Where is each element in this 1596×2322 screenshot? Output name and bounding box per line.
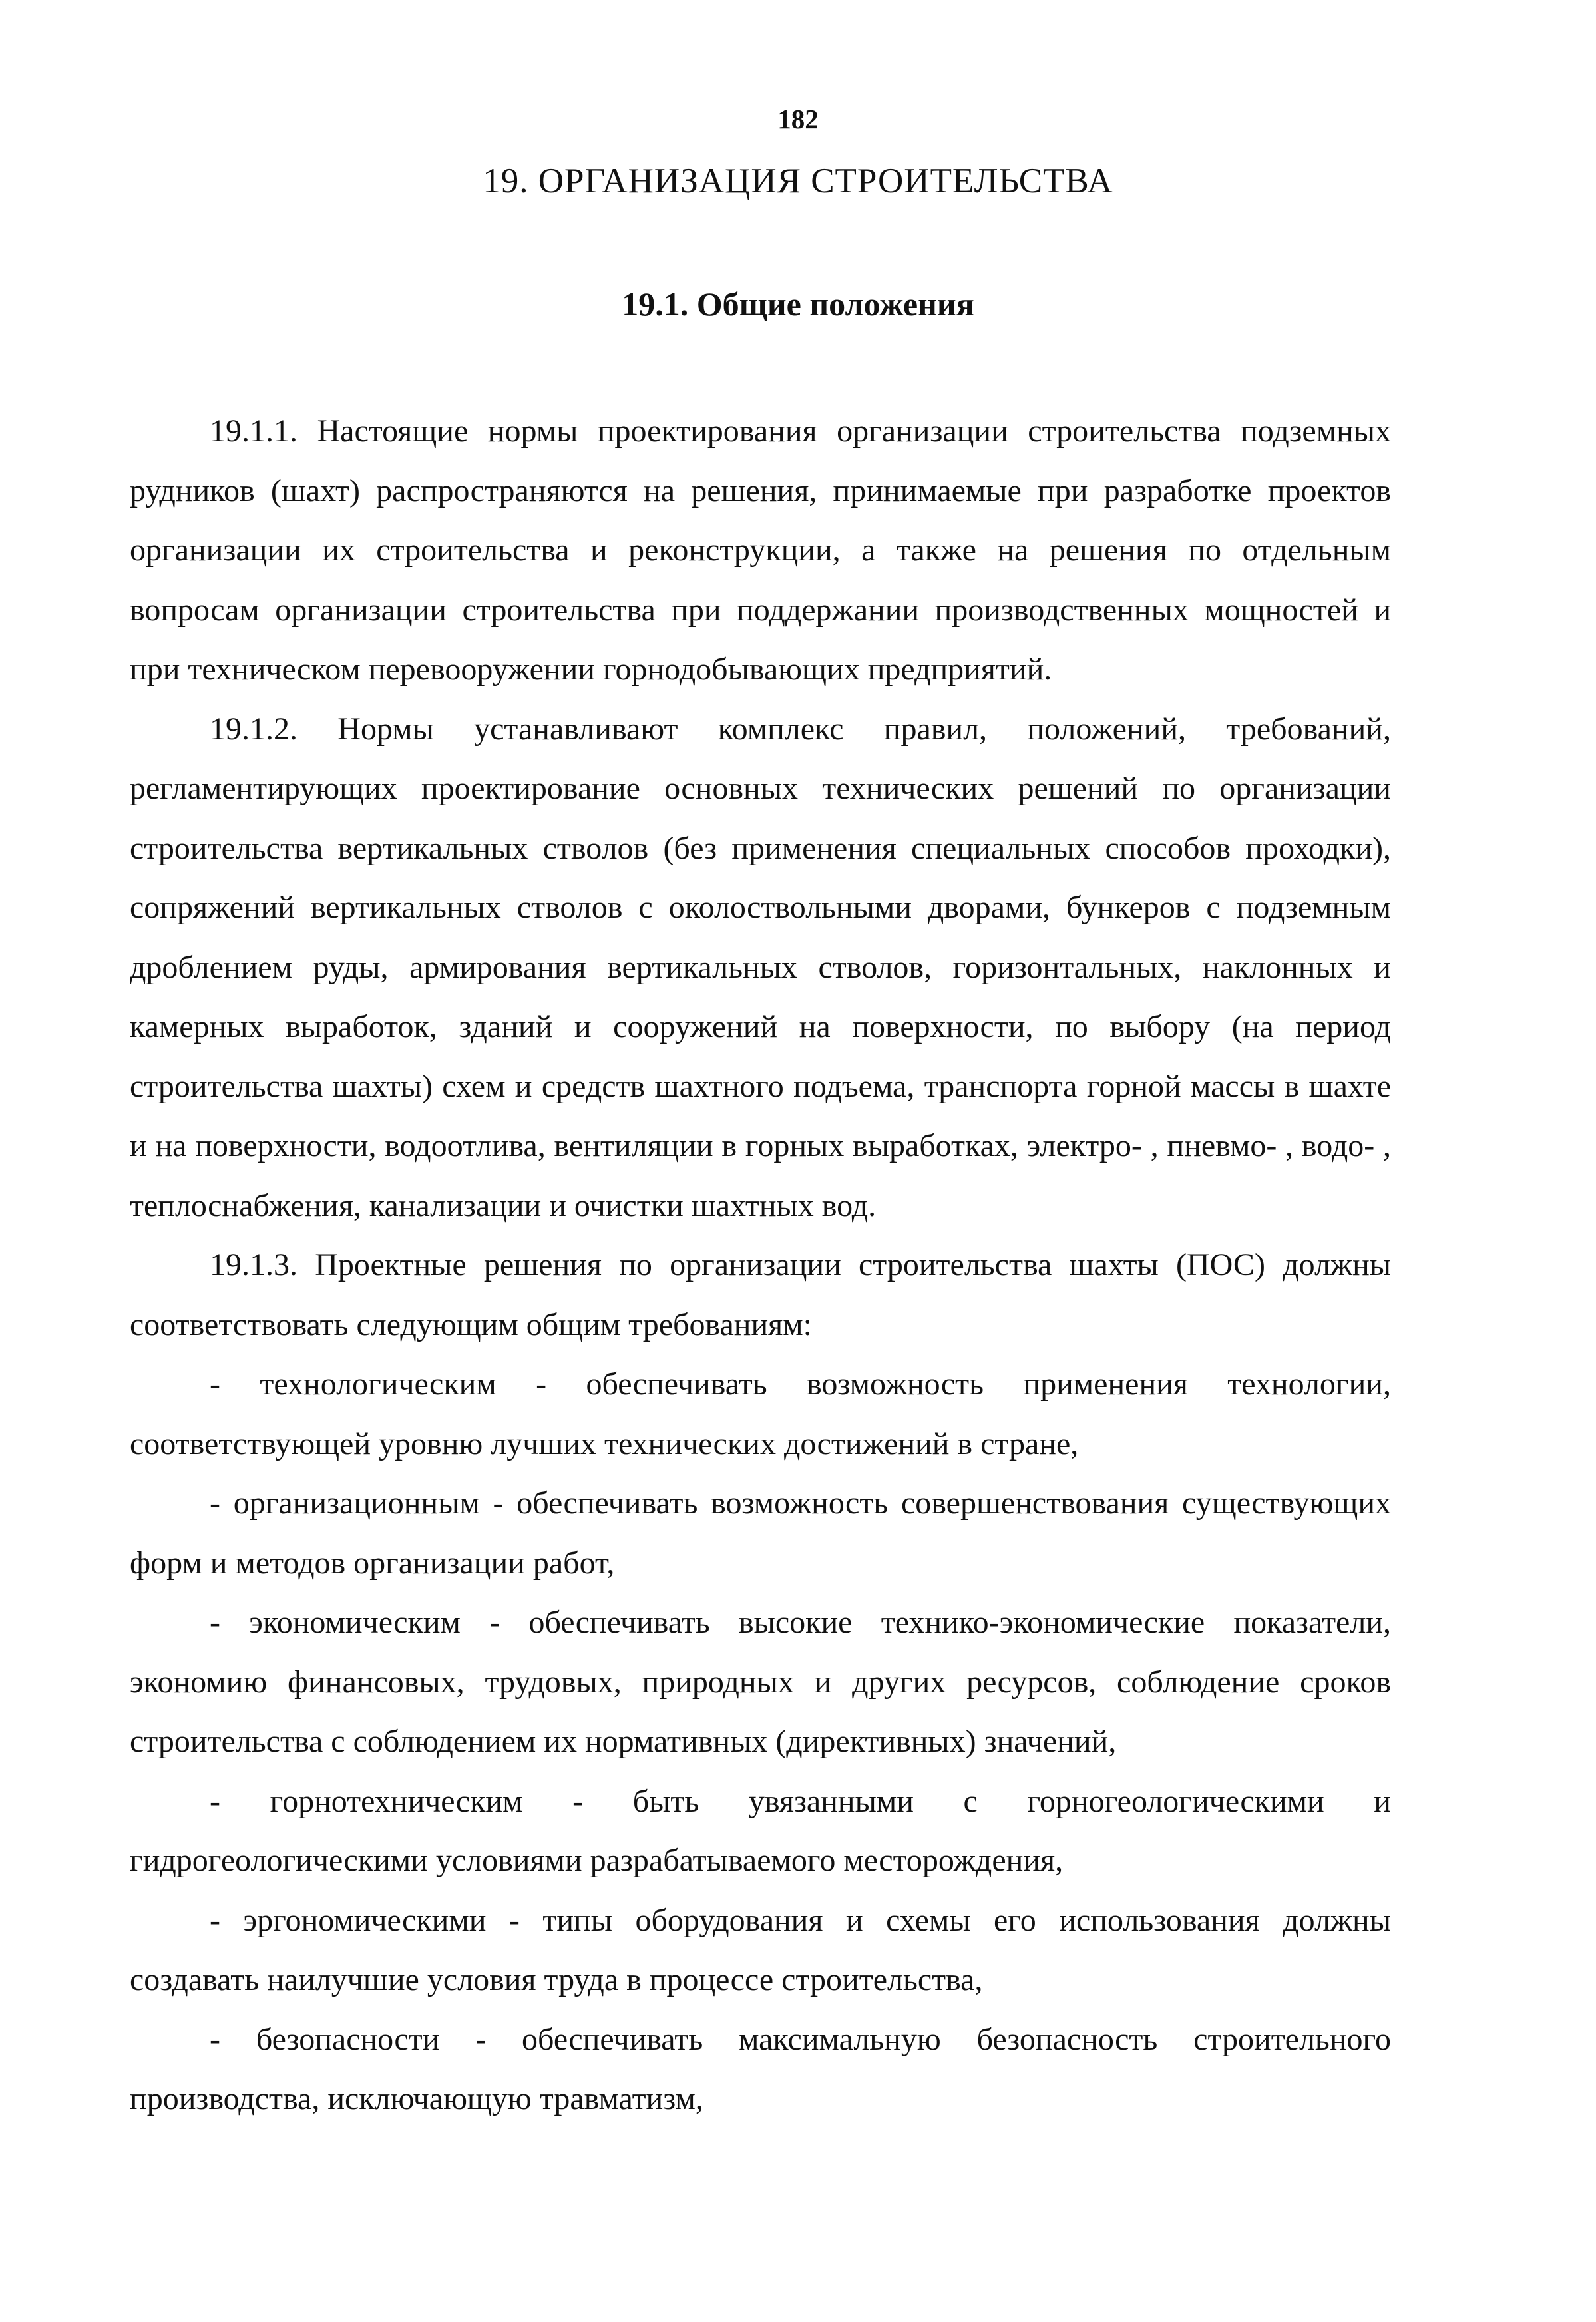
paragraph-19-1-1: 19.1.1. Настоящие нормы проектирования организации строительства подземных рудников (шахт) распространяются на решения, принимаемые при разработке проектов организации их строительства и реконструкции, а также на решения по отдельным вопросам организации строительства при поддержании производственных мощностей и при техническом перевооружении горнодобывающих предприятий. [130,413,1391,687]
requirement-safety: - безопасности - обеспечивать максимальную безопасность строительного производства, исключающую травматизм, [130,2021,1391,2116]
paragraph-19-1-2: 19.1.2. Нормы устанавливают комплекс правил, положений, требований, регламентирующих проектирование основных технических решений по организации строительства вертикальных стволов (без применения специальных способов проходки), сопряжений вертикальных стволов с околоствольными дворами, бункеров с подземным дроблением руды, армирования вертикальных стволов, горизонтальных, наклонных и камерных выработок, зданий и сооружений на поверхности, по выбору (на период строительства шахты) схем и средств шахтного подъема, транспорта горной массы в шахте и на поверхности, водоотлива, вентиляции в горных выработках, электро- , пневмо- , водо- , теплоснабжения, канализации и очистки шахтных вод. [130,711,1391,1223]
body-text [130,401,1391,2129]
requirement-economic: - экономическим - обеспечивать высокие технико-экономические показатели, экономию финансовых, трудовых, природных и других ресурсов, соблюдение сроков строительства с соблюдением их нормативных (директивных) значений, [130,1605,1391,1759]
requirement-mining-technical: - горнотехническим - быть увязанными с горногеологическими и гидрогеологическими условиями разрабатываемого месторождения, [130,1783,1391,1878]
requirement-organizational: - организационным - обеспечивать возможность совершенствования существующих форм и методов организации работ, [130,1485,1391,1581]
requirement-ergonomic: - эргономическими - типы оборудования и схемы его использования должны создавать наилучшие условия труда в процессе строительства, [130,1902,1391,1997]
requirement-technological: - технологическим - обеспечивать возможность применения технологии, соответствующей уровню лучших технических достижений в стране, [130,1366,1391,1461]
section-title: 19.1. Общие положения [622,286,974,323]
chapter-title: 19. ОРГАНИЗАЦИЯ СТРОИТЕЛЬСТВА [483,162,1113,200]
page-number: 182 [777,104,819,134]
paragraph-19-1-3: 19.1.3. Проектные решения по организации строительства шахты (ПОС) должны соответствовать следующим общим требованиям: [130,1247,1391,1342]
